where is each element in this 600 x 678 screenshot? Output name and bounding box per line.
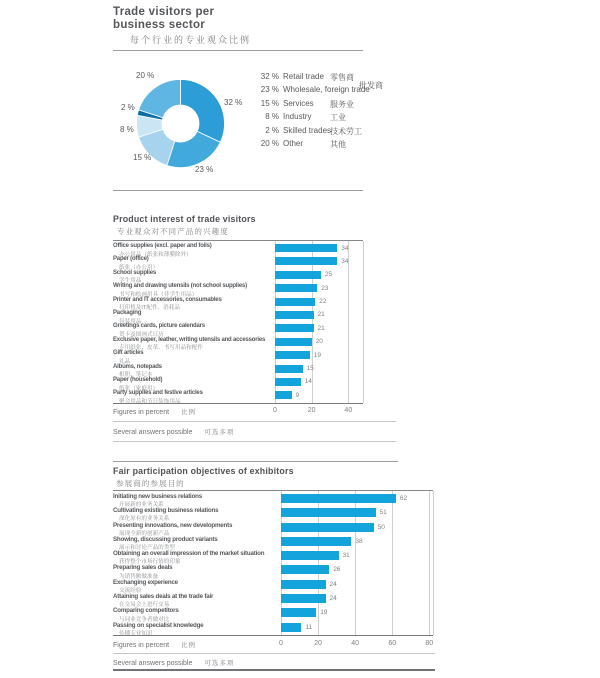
legend-label: Services: [283, 98, 314, 108]
section2-title: Product interest of trade visitors: [113, 214, 256, 224]
legend-label-zh: 零售商: [330, 73, 354, 82]
donut-slice-label: 23 %: [195, 165, 214, 174]
category-label-zh: 书写和绘画用具（非学生用品）: [119, 291, 198, 298]
bar-row: [113, 550, 433, 564]
bar-row: [113, 607, 433, 621]
figures-in-percent-row: [113, 640, 435, 651]
legend-item: [255, 126, 370, 139]
bar: [275, 351, 310, 359]
category-label-zh: 纸张（办公用）: [119, 264, 159, 271]
divider: [113, 190, 363, 191]
bar-row: [113, 579, 433, 593]
donut-legend: [255, 72, 383, 152]
bar-value: 21: [317, 324, 325, 332]
category-label: Albums, notepads: [113, 363, 162, 370]
several-answers-row: [113, 427, 234, 436]
x-tick-label: 0: [279, 640, 283, 647]
category-label: Attaining sales deals at the trade fair: [113, 593, 214, 601]
category-label-zh: 办公用品（纸张和薄膜除外）: [119, 251, 192, 258]
answers-label: Several answers possible: [113, 429, 193, 436]
x-tick-label: 80: [425, 640, 434, 647]
legend-item: [255, 112, 370, 125]
category-label: Exchanging experience: [113, 578, 178, 586]
bar-row: [113, 622, 433, 636]
bar: [275, 244, 337, 252]
bar-row: [113, 350, 363, 363]
category-label: Obtaining an overall impression of the market situation: [113, 550, 265, 558]
legend-label: Retail trade: [283, 72, 324, 81]
donut-slice-label: 32 %: [224, 98, 243, 107]
category-label: Showing, discussing product variants: [113, 535, 218, 543]
bar-value: 34: [341, 244, 349, 252]
legend-item: [255, 99, 370, 112]
bar-value: 25: [324, 271, 333, 279]
divider: [113, 441, 396, 442]
section3-subtitle-zh: 参展商的参展目的: [116, 479, 185, 488]
bar-value: 21: [317, 311, 325, 319]
legend-item: [255, 139, 370, 152]
donut-slice-label: 15 %: [133, 153, 152, 162]
bar: [275, 338, 312, 346]
category-label-zh: 聚会用品和节日装饰用品: [119, 398, 181, 405]
bar: [281, 565, 329, 574]
bar-row: [113, 297, 363, 310]
figures-label: Figures in percent: [113, 642, 170, 649]
answers-label: Several answers possible: [113, 660, 193, 667]
bar-value: 24: [329, 595, 337, 603]
figures-label-zh: 比例: [181, 409, 197, 416]
category-label: Office supplies (excl. paper and foils): [113, 243, 212, 249]
legend-label-zh: 工业: [330, 113, 346, 123]
category-label-zh: 开展新的业务关系: [119, 502, 164, 509]
bar: [281, 523, 374, 532]
category-label-zh: 展示和讨论产品的类型: [119, 545, 175, 552]
category-label-zh: 相册、笔记本: [119, 372, 153, 379]
bar-row: [113, 364, 363, 377]
bar: [275, 284, 317, 292]
category-label: Passing on specialist knowledge: [113, 621, 204, 629]
category-label-zh: 获得整个市场行情的印象: [119, 559, 181, 566]
donut-slice-label: 20 %: [136, 71, 155, 80]
x-tick-label: 20: [307, 407, 316, 414]
bar: [281, 537, 351, 546]
legend-value: 15 %: [260, 98, 279, 108]
legend-value: 23 %: [260, 85, 279, 95]
category-label-zh: 交流经验: [119, 587, 142, 594]
category-label: Gift articles: [113, 350, 144, 357]
legend-value: 32 %: [260, 72, 279, 81]
legend-label: Skilled trades: [283, 125, 332, 135]
chart-axis-line: [113, 635, 433, 636]
bar-row: [113, 507, 433, 521]
divider: [113, 50, 363, 51]
bar: [281, 608, 316, 617]
category-label: Preparing sales deals: [113, 564, 173, 572]
donut-slice-other: [139, 80, 181, 118]
bar-row: [113, 256, 363, 269]
bar: [275, 391, 292, 399]
category-label-zh: 深化原有的业务关系: [119, 516, 170, 523]
bar-value: 15: [306, 365, 314, 373]
bar-value: 22: [319, 298, 327, 306]
category-label: Greetings cards, picture calendars: [113, 323, 205, 330]
figures-label: Figures in percent: [113, 409, 170, 416]
category-label: Presenting innovations, new developments: [113, 521, 233, 529]
section2-subtitle-zh: 专业观众对不同产品的兴趣度: [117, 227, 229, 236]
bar-row: [113, 536, 433, 550]
bar: [275, 257, 337, 265]
bar: [281, 580, 326, 589]
category-label-zh: 纸张（家庭用）: [119, 385, 159, 392]
bar-value: 50: [377, 523, 385, 531]
category-label-zh: 学生用品: [119, 278, 142, 285]
legend-item: [255, 81, 383, 98]
legend-label: Wholesale, foreign trade: [283, 85, 370, 95]
x-tick-label: 60: [388, 640, 397, 647]
x-tick-label: 40: [344, 407, 353, 414]
legend-label-zh: 其他: [330, 139, 346, 149]
divider: [113, 461, 398, 462]
x-tick-label: 0: [273, 407, 277, 414]
legend-label: Other: [283, 138, 304, 148]
bar-row: [113, 522, 433, 536]
bar-row: [113, 243, 363, 256]
bar-row: [113, 283, 363, 296]
bar: [281, 508, 376, 517]
category-label-zh: 传播专业知识: [119, 630, 153, 637]
chart-rows: [113, 243, 363, 404]
bar: [281, 551, 339, 560]
figures-label-zh: 比例: [181, 642, 197, 649]
x-axis-ticks: [281, 640, 433, 650]
bar-row: [113, 270, 363, 283]
category-label-zh: 打印机及IT配件、消耗品: [119, 305, 180, 312]
bar: [281, 494, 396, 503]
bar: [281, 594, 326, 603]
bar-chart-exhibitor-objectives: [113, 490, 433, 636]
bar-value: 26: [333, 566, 341, 574]
donut-slice-retail-trade: [181, 80, 225, 143]
x-tick-label: 40: [351, 640, 360, 647]
bar-value: 38: [355, 537, 363, 545]
category-label: Paper (office): [113, 256, 149, 263]
section1-title-line2: business sector: [113, 19, 206, 31]
x-tick-label: 20: [314, 640, 322, 647]
section1-title: [113, 6, 214, 32]
category-label: Comparing competitors: [113, 607, 179, 615]
bar-value: 34: [341, 257, 349, 265]
legend-value: 20 %: [260, 138, 279, 148]
bar-row: [113, 377, 363, 390]
section1-subtitle-zh: 每个行业的专业观众比例: [130, 35, 252, 45]
category-label: Paper (household): [113, 376, 163, 383]
bar-value: 9: [295, 391, 300, 399]
category-label-zh: 包装用品: [119, 318, 142, 325]
bar-row: [113, 310, 363, 323]
section1-title-line1: Trade visitors per: [113, 6, 215, 18]
bar: [275, 324, 314, 332]
divider: [113, 653, 435, 654]
category-label: Party supplies and festive articles: [113, 390, 203, 397]
bar-value: 11: [305, 623, 313, 631]
bar: [275, 298, 315, 306]
donut-slice-label: 2 %: [121, 103, 135, 112]
bar-value: 62: [399, 495, 408, 502]
legend-label-zh: 技术劳工: [330, 126, 362, 136]
answers-label-zh: 可选多项: [204, 429, 235, 436]
category-label-zh: 为销售额做准备: [119, 573, 159, 580]
bar: [275, 271, 321, 279]
figures-in-percent-row: [113, 407, 396, 418]
bar-value: 19: [313, 351, 322, 359]
chart-rows: [113, 493, 433, 636]
bar-row: [113, 493, 433, 507]
bar: [275, 365, 303, 373]
bar-value: 31: [342, 552, 350, 560]
bar-row: [113, 390, 363, 403]
category-label: Printer and IT accessories, consumables: [113, 296, 222, 303]
category-label: Packaging: [113, 309, 142, 316]
bar: [275, 311, 314, 319]
bar-value: 19: [320, 609, 328, 617]
category-label-zh: 专用纸张、皮革、书写用品和配件: [119, 345, 203, 352]
category-label: School supplies: [113, 269, 157, 276]
bar-value: 23: [321, 284, 329, 292]
x-axis-ticks: [275, 407, 363, 417]
bar-row: [113, 564, 433, 578]
bar-value: 24: [329, 580, 337, 588]
bar-value: 14: [304, 378, 312, 386]
category-label: Writing and drawing utensils (not school supplies): [113, 283, 247, 290]
legend-label-zh: 服务业: [330, 99, 354, 109]
category-label-zh: 在交易会上进行交易: [119, 602, 170, 609]
bar-value: 20: [315, 338, 323, 346]
bar: [275, 378, 301, 386]
bar-value: 51: [379, 509, 387, 517]
legend-label: Industry: [283, 112, 312, 122]
category-label-zh: 贺卡及图画式日历: [119, 331, 164, 338]
category-label: Initiating new business relations: [113, 493, 202, 500]
several-answers-row: [113, 658, 234, 667]
answers-label-zh: 可选多项: [204, 660, 235, 667]
bar: [281, 623, 301, 632]
category-label-zh: 与同业竞争者做对比: [119, 616, 170, 623]
bar-row: [113, 323, 363, 336]
donut-slice-label: 8 %: [120, 125, 134, 134]
category-label-zh: 礼品: [119, 358, 131, 365]
bar-row: [113, 593, 433, 607]
bottom-rule: [113, 669, 435, 671]
category-label: Exclusive paper, leather, writing utensils and accessories: [113, 336, 266, 343]
legend-value: 8 %: [265, 112, 279, 122]
category-label-zh: 展现全新的创新产品: [119, 530, 170, 537]
bar-chart-product-interest: [113, 240, 363, 404]
section3-title: Fair participation objectives of exhibitors: [113, 466, 294, 476]
category-label: Cultivating existing business relations: [113, 507, 219, 515]
legend-value: 2 %: [265, 125, 279, 135]
legend-label-zh: 批发商: [359, 81, 383, 91]
legend-item: [255, 72, 370, 85]
divider: [113, 421, 396, 422]
bar-row: [113, 337, 363, 350]
